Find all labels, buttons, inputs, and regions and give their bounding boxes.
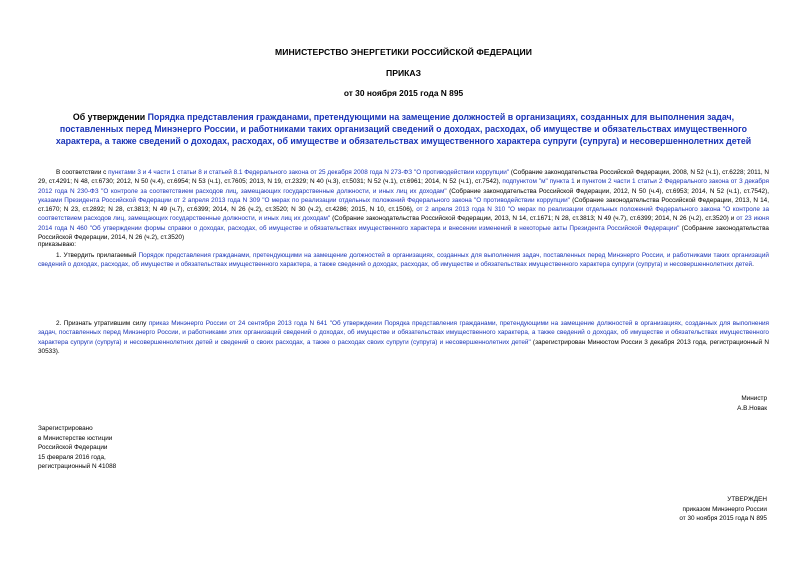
preamble-link-subpoint-m[interactable]: подпунктом "м" пункта 1 — [502, 178, 575, 186]
item1-link-procedure[interactable]: Порядок представления гражданами, претендующими на замещение должностей в организациях, созданных для выполнения задач, поставленных перед Минэнерго России, и работниками таких организаций сведений о доходах, расходах, об имуществе и обязательствах имущественного характера, а также сведений о доходах, расходах, об имуществе и обязательствах имущественного характера супруги (супруга) и несовершеннолетних детей — [38, 252, 769, 269]
item2-text-2: (зарегистрирован Минюстом России 3 декабря 2013 года, регистрационный N 30533). — [38, 338, 769, 355]
signatory-name: А.В.Новак — [737, 404, 767, 412]
item2-text-1: 2. Признать утратившим силу — [56, 320, 149, 327]
order-item-1 — [38, 251, 769, 270]
preamble-text-4: (Собрание законодательства Российской Федерации, 2012, N 50 (ч.4), ст.6953; 2014, N 52 (ч.1), ст.7542), — [446, 187, 769, 195]
signature-block — [737, 394, 767, 413]
registration-line-4: 15 февраля 2016 года, — [38, 453, 106, 461]
approval-line-3: от 30 ноября 2015 года N 895 — [679, 515, 767, 522]
preamble-paragraph — [38, 168, 769, 242]
title-link[interactable]: Порядка представления гражданами, претендующими на замещение должностей в организациях, созданных для выполнения задач, поставленных перед Минэнерго России, и работниками таких организаций сведений о доходах, расходах, об имуществе и обязательствах имущественного характера, а также сведений о доходах, расходах, об имуществе и обязательствах имущественного характера супруги (супруга) и несовершеннолетних детей — [55, 112, 752, 146]
preamble-text-6: (Собрание законодательства Российской Федерации, 2013, N 14, ст.1671; N 28, ст.3813; N 49 (ч.7), ст.6399; 2014, N 26 (ч.2), ст.3520) и — [330, 215, 737, 223]
registration-line-5: регистрационный N 41088 — [38, 463, 117, 470]
preamble-link-ukaz-309[interactable]: указами Президента Российской Федерации от 2 апреля 2013 года N 309 "О мерах по реализации отдельных положений Федерального закона "О противодействии коррупции" — [38, 196, 570, 204]
approval-block — [679, 495, 767, 524]
item1-text-1: 1. Утвердить прилагаемый — [56, 252, 139, 259]
preamble-link-ukaz-460[interactable]: от 23 июня 2014 года N 460 "Об утверждении формы справки о доходах, расходах, об имуществе и обязательствах имущественного характера и внесении изменений в некоторые акты Президента Российской Федерации" — [38, 215, 769, 232]
signatory-position: Министр — [741, 395, 767, 402]
doc-date: от 30 ноября 2015 года N 895 — [343, 88, 464, 98]
registration-line-2: в Министерстве юстиции — [38, 434, 113, 442]
order-word: приказываю: — [38, 241, 76, 248]
document-title — [40, 111, 767, 147]
preamble-text-1: В соответствии с — [56, 169, 109, 176]
order-item-2 — [38, 319, 769, 356]
preamble-link-ukaz-310[interactable]: от 2 апреля 2013 года N 310 "О мерах по реализации отдельных положений Федерального закона "О контроле за соответствием расходов лиц, замещающих государственные должности, и иных лиц их доходам" — [38, 206, 770, 223]
registration-line-1: Зарегистрировано — [38, 425, 93, 432]
doc-type-heading: ПРИКАЗ — [386, 68, 421, 78]
ministry-heading: МИНИСТЕРСТВО ЭНЕРГЕТИКИ РОССИЙСКОЙ ФЕДЕРАЦИИ — [274, 47, 533, 57]
approval-line-2: приказом Минэнерго России — [682, 505, 767, 513]
item1-text-2: . — [752, 261, 754, 269]
preamble-link-230fz[interactable]: пунктом 2 части 1 статьи 2 Федерального закона от 3 декабря 2012 года N 230-ФЗ "О контроле за соответствием расходов лиц, замещающих государственные должности, и иных лиц их доходам" — [38, 178, 770, 195]
preamble-text-2: (Собрание законодательства Российской Федерации, 2008, N 52 (ч.1), ст.6228; 2011, N 29, ст.4291; N 48, ст.6730; 2012, N 50 (ч.4), ст.6954; N 53 (ч.1), ст.7605; 2013, N 19, ст.2329; N 40 (ч.3), ст.5031; N 52 (ч.1), ст.6961; 2014, N 52 (ч.1), ст.7542), — [38, 169, 769, 186]
preamble-text-3: и — [574, 178, 583, 186]
preamble-text-7: (Собрание законодательства Российской Федерации, 2014, N 26 (ч.2), ст.3520) — [38, 224, 769, 242]
registration-block — [38, 424, 116, 472]
approval-line-1: УТВЕРЖДЕН — [727, 496, 767, 503]
preamble-link-273fz[interactable]: пунктами 3 и 4 части 1 статьи 8 и статьей 8.1 Федерального закона от 25 декабря 2008 года N 273-ФЗ "О противодействии коррупции" — [108, 169, 510, 176]
item2-link-order-641[interactable]: приказ Минэнерго России от 24 сентября 2013 года N 641 "Об утверждении Порядка представления гражданами, претендующими на замещение должностей в организациях, созданных для выполнения задач, поставленных перед Минэнерго России, и работниками этих организаций сведений о доходах, об имуществе и обязательствах имущественного характера, а также сведений о доходах, об имуществе и обязательствах имущественного характера супруги (супруга) и несовершеннолетних детей и сведений о своих расходах, а также о расходах своих супруги (супруга) и несовершеннолетних детей" — [38, 320, 770, 346]
preamble-text-5: (Собрание законодательства Российской Федерации, 2013, N 14, ст.1670; N 23, ст.2892; N 28, ст.3813; N 49 (ч.7), ст.6399; 2014, N 26 (ч.2), ст.3520; N 30 (ч.2), ст.4286; 2015, N 10, ст.1506), — [38, 196, 769, 214]
title-prefix: Об утверждении — [72, 112, 148, 122]
registration-line-3: Российской Федерации — [38, 444, 108, 451]
